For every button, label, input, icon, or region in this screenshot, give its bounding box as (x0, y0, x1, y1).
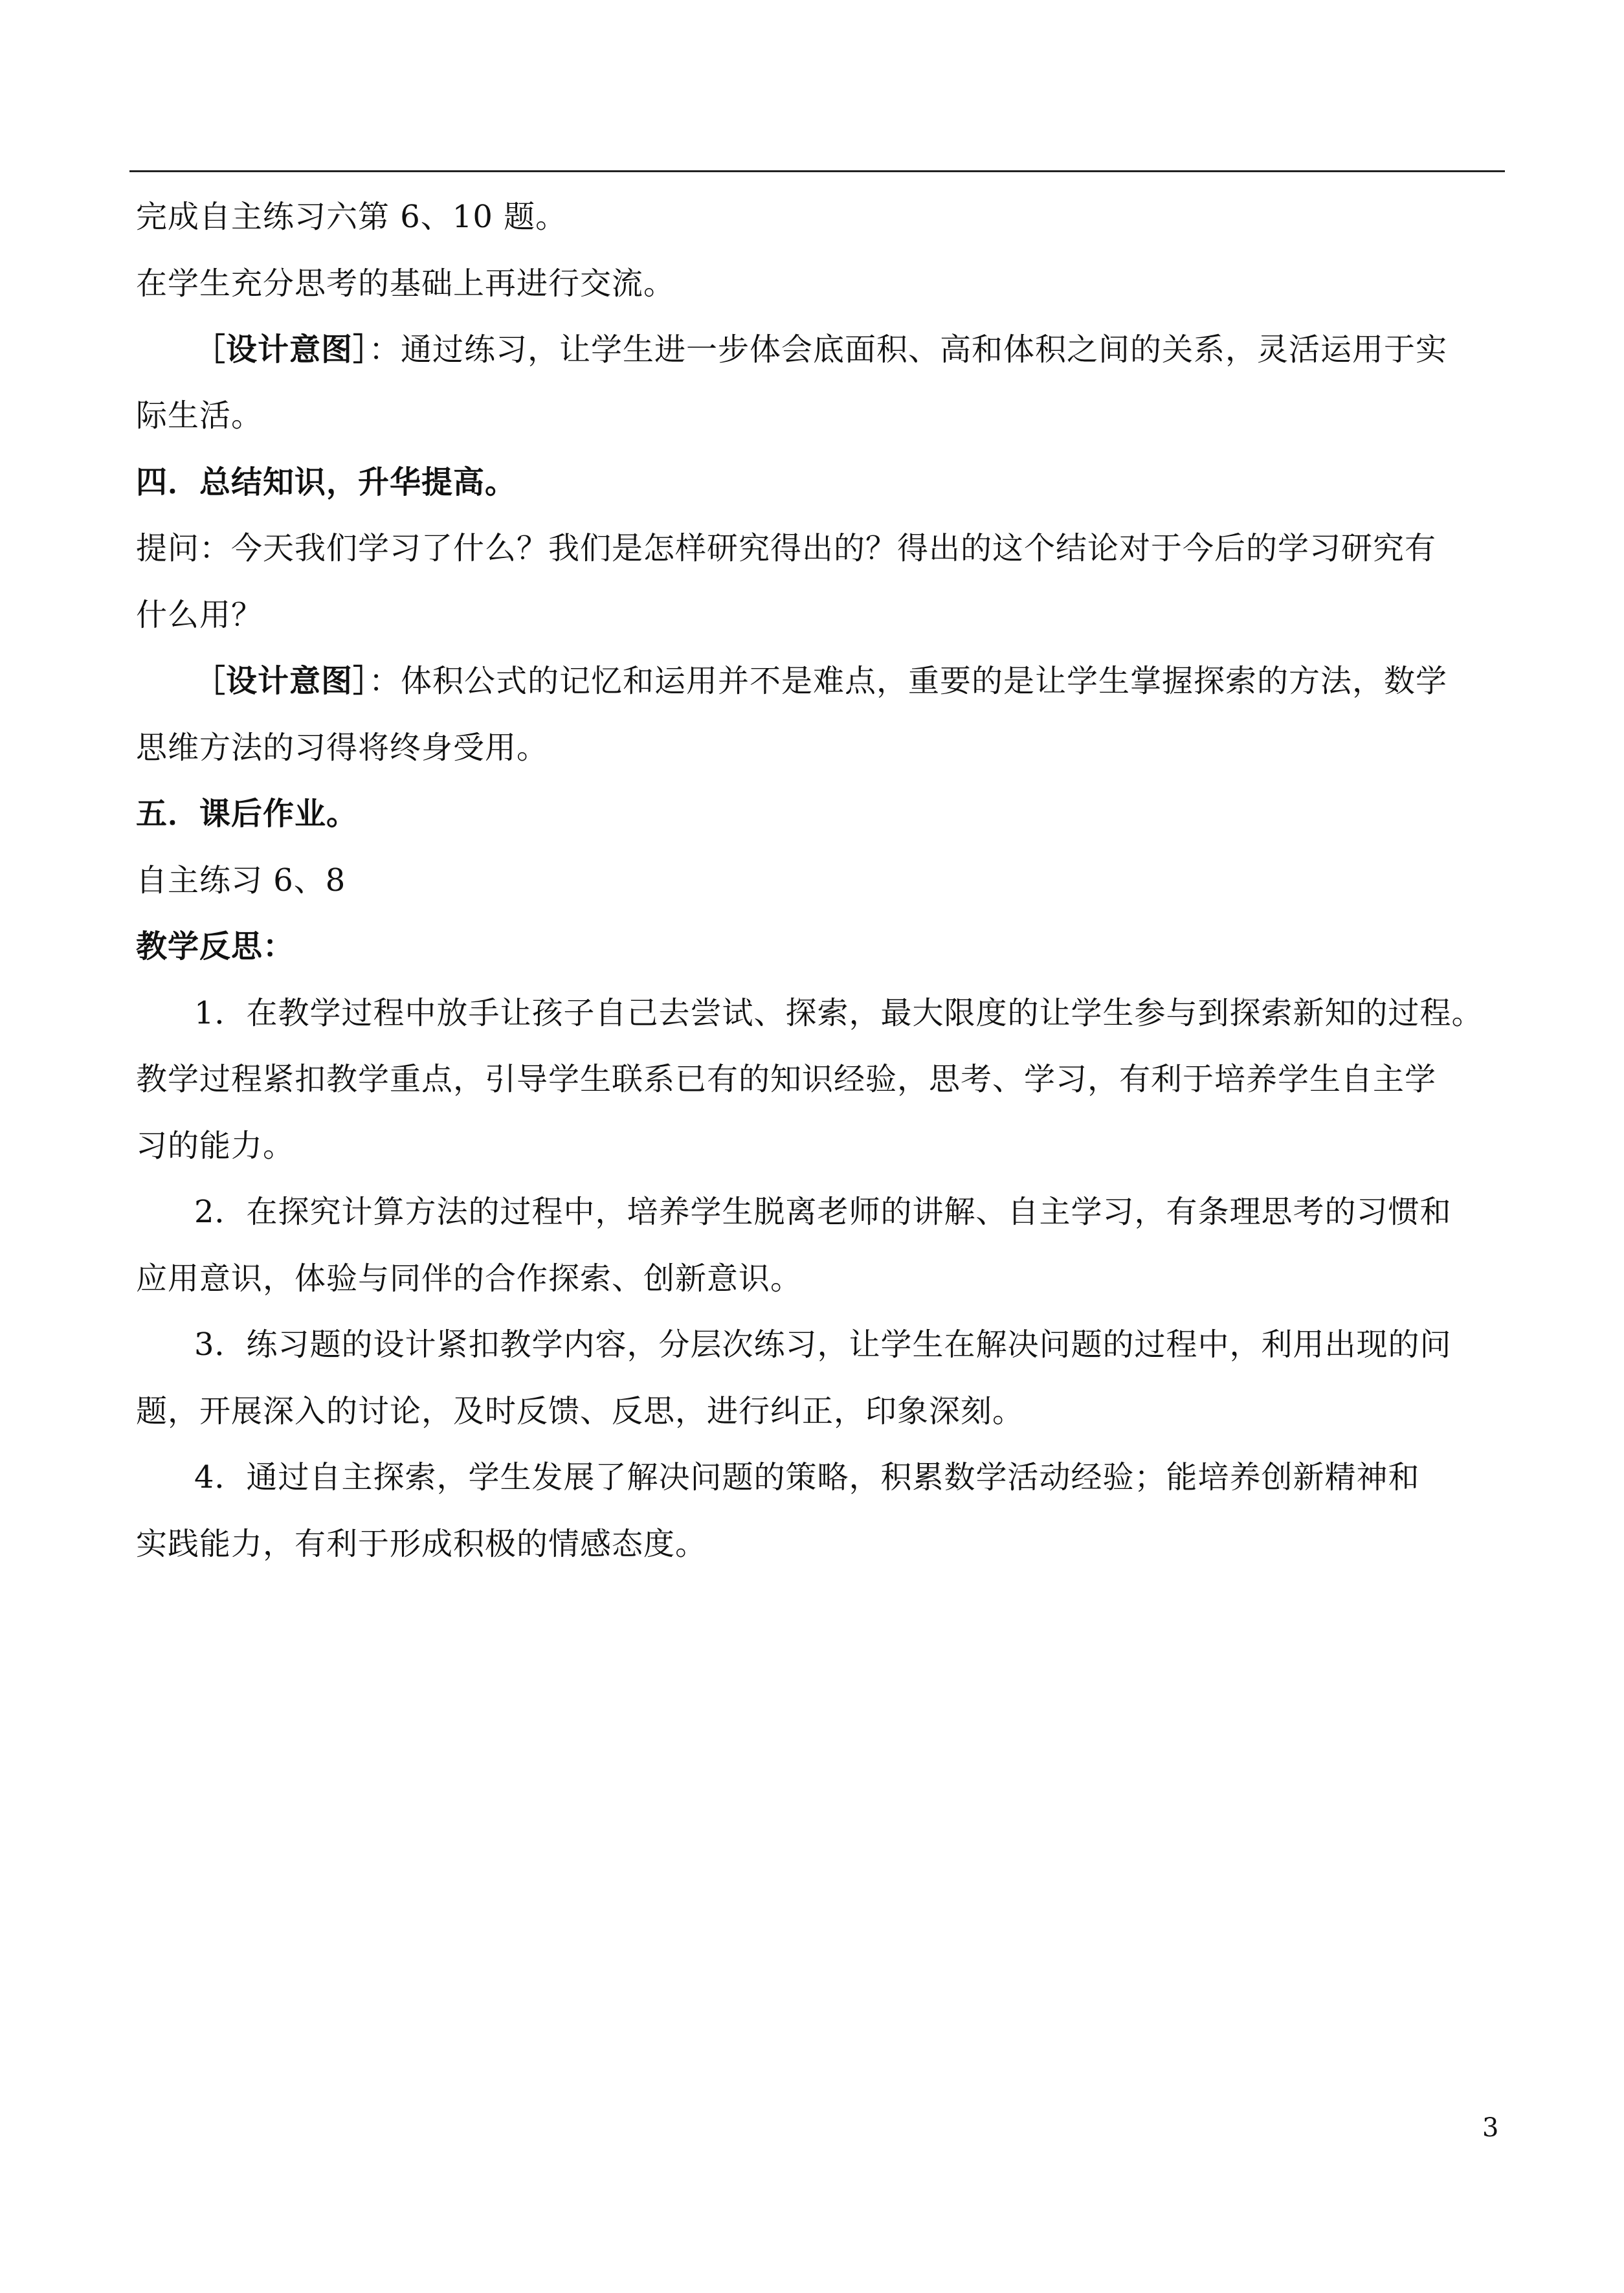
design-intent-line (194, 330, 1447, 369)
section-heading: 五．课后作业。 (136, 796, 359, 832)
design-intent-text: ：体积公式的记忆和运用并不是难点，重要的是让学生掌握探索的方法，数学 (369, 663, 1448, 699)
text-line: 教学过程紧扣教学重点，引导学生联系已有的知识经验，思考、学习，有利于培养学生自主学 (136, 1061, 1437, 1097)
text-line: 完成自主练习六第 6、10 题。 (136, 199, 568, 235)
text-line: 提问：今天我们学习了什么？我们是怎样研究得出的？得出的这个结论对于今后的学习研究有 (136, 530, 1437, 566)
text-line: 习的能力。 (136, 1128, 295, 1164)
page-number: 3 (1482, 2113, 1499, 2143)
text-line: 2．在探究计算方法的过程中，培养学生脱离老师的讲解、自主学习，有条理思考的习惯和 (194, 1194, 1452, 1230)
text-line: 3．练习题的设计紧扣教学内容，分层次练习，让学生在解决问题的过程中，利用出现的问 (194, 1326, 1452, 1363)
design-intent-text: ：通过练习，让学生进一步体会底面积、高和体积之间的关系，灵活运用于实 (369, 331, 1448, 368)
text-line: 4．通过自主探索，学生发展了解决问题的策略，积累数学活动经验；能培养创新精神和 (194, 1459, 1420, 1495)
section-heading: 教学反思： (136, 928, 295, 965)
text-line: 在学生充分思考的基础上再进行交流。 (136, 265, 676, 302)
design-intent-line (194, 662, 1447, 700)
text-line: 什么用？ (136, 597, 263, 633)
text-line: 题，开展深入的讨论，及时反馈、反思，进行纠正，印象深刻。 (136, 1393, 1025, 1429)
section-heading: 四．总结知识，升华提高。 (136, 464, 517, 500)
design-intent-label: ［设计意图］ (194, 663, 370, 699)
header-rule (129, 170, 1505, 172)
text-line: 思维方法的习得将终身受用。 (136, 730, 549, 766)
design-intent-label: ［设计意图］ (194, 331, 370, 368)
text-line: 应用意识，体验与同伴的合作探索、创新意识。 (136, 1260, 803, 1297)
text-line: 自主练习 6、8 (136, 862, 346, 899)
text-line: 实践能力，有利于形成积极的情感态度。 (136, 1526, 707, 1562)
text-line: 1．在教学过程中放手让孩子自己去尝试、探索，最大限度的让学生参与到探索新知的过程。 (194, 995, 1484, 1031)
text-line: 际生活。 (136, 397, 263, 434)
